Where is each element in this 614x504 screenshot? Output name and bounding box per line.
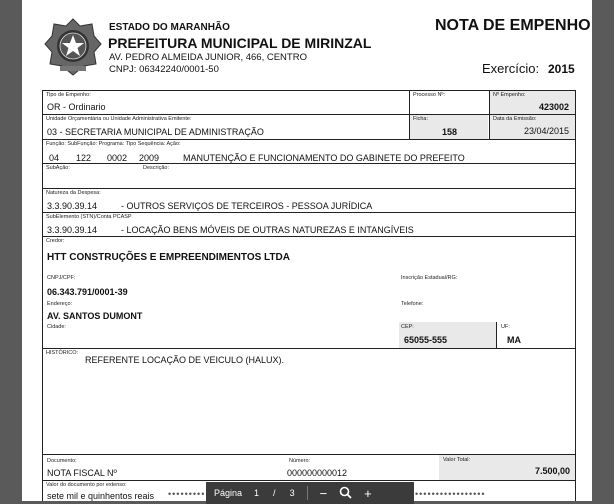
ficha-value: 158 bbox=[442, 127, 458, 137]
funcional-descricao: MANUTENÇÃO E FUNCIONAMENTO DO GABINETE DO PREFEITO bbox=[183, 153, 465, 163]
current-page-input[interactable]: 1 bbox=[254, 488, 260, 498]
documento-label: Documento: bbox=[47, 458, 77, 464]
processo-cell bbox=[409, 91, 488, 115]
natureza-code: 3.3.90.39.14 bbox=[47, 201, 98, 211]
unidade-label: Unidade Orçamentária ou Unidade Administrativa Emitente: bbox=[46, 116, 192, 122]
total-pages: 3 bbox=[289, 488, 295, 498]
subfuncao-value: 122 bbox=[76, 153, 92, 163]
subelemento-label: SubElemento (STN)/Conta PCASP bbox=[46, 214, 132, 220]
exercicio-label: Exercício: bbox=[482, 61, 540, 76]
ficha-cell bbox=[409, 115, 488, 140]
cidade-label: Cidade: bbox=[47, 324, 66, 330]
cep-cell bbox=[399, 322, 496, 349]
endereco-value: AV. SANTOS DUMONT bbox=[47, 311, 143, 321]
credor-value: HTT CONSTRUÇÕES E EMPREENDIMENTOS LTDA bbox=[47, 252, 290, 263]
row-documento bbox=[42, 454, 576, 481]
uf-label: UF: bbox=[501, 324, 510, 330]
extenso-fill-dots-right: ••••••••••••••••• bbox=[415, 489, 486, 499]
page-label: Página bbox=[214, 488, 243, 498]
tipo-empenho-value: OR - Ordinario bbox=[47, 102, 106, 112]
ficha-label: Ficha: bbox=[413, 116, 428, 122]
unidade-value: 03 - SECRETARIA MUNICIPAL DE ADMINISTRAÇÃO bbox=[47, 127, 264, 137]
row-natureza bbox=[42, 188, 576, 213]
cidade-row bbox=[43, 322, 575, 349]
cep-label: CEP: bbox=[401, 324, 414, 330]
inscricao-label: Inscrição Estadual/RG: bbox=[401, 275, 458, 281]
historico-block bbox=[42, 348, 576, 455]
documento-value: NOTA FISCAL Nº bbox=[47, 468, 117, 478]
valor-total-label: Valor Total: bbox=[443, 457, 471, 463]
extenso-fill-dots-left: ••••••••• bbox=[168, 489, 206, 499]
cep-value: 65055-555 bbox=[404, 335, 448, 345]
valor-total-value: 7.500,00 bbox=[534, 466, 570, 476]
cnpj-cpf-value: 06.343.791/0001-39 bbox=[47, 287, 128, 297]
programa-value: 0002 bbox=[107, 153, 128, 163]
row-tipo-empenho bbox=[42, 90, 576, 115]
subelemento-code: 3.3.90.39.14 bbox=[47, 225, 98, 235]
endereco-label: Endereço: bbox=[47, 301, 73, 307]
exercicio-value: 2015 bbox=[548, 62, 575, 76]
historico-label: HISTÓRICO: bbox=[46, 350, 79, 356]
zoom-out-button[interactable]: − bbox=[319, 485, 328, 501]
numero-label: Número: bbox=[289, 458, 311, 464]
municipality-name: PREFEITURA MUNICIPAL DE MIRINZAL bbox=[108, 35, 372, 51]
credor-block bbox=[42, 236, 576, 349]
zoom-icon[interactable] bbox=[339, 486, 352, 501]
municipality-address: AV. PEDRO ALMEIDA JUNIOR, 466, CENTRO bbox=[109, 52, 307, 63]
tipo-empenho-label: Tipo de Empenho: bbox=[46, 92, 91, 98]
acao-value: 2009 bbox=[139, 153, 160, 163]
state-name: ESTADO DO MARANHÃO bbox=[109, 22, 230, 33]
data-emissao-value: 23/04/2015 bbox=[523, 126, 569, 136]
historico-value: REFERENTE LOCAÇÃO DE VEICULO (HALUX). bbox=[85, 355, 285, 365]
telefone-label: Telefone: bbox=[401, 301, 424, 307]
document-title: NOTA DE EMPENHO bbox=[435, 17, 591, 34]
numero-empenho-cell bbox=[489, 91, 575, 115]
subelemento-value: - LOCAÇÃO BENS MÓVEIS DE OUTRAS NATUREZAS E INTANGÍVEIS bbox=[121, 225, 414, 235]
document-page bbox=[22, 0, 592, 501]
funcao-value: 04 bbox=[49, 153, 60, 163]
descricao-label: Descrição: bbox=[143, 165, 169, 171]
cnpj-cpf-label: CNPJ/CPF: bbox=[47, 275, 76, 281]
numero-empenho-label: Nº Empenho: bbox=[493, 92, 526, 98]
row-subelemento bbox=[42, 212, 576, 237]
extenso-label: Valor do documento por extenso: bbox=[46, 482, 127, 488]
row-funcional bbox=[42, 139, 576, 164]
toolbar-divider bbox=[307, 486, 308, 500]
credor-label: Credor: bbox=[46, 238, 65, 244]
numero-empenho-value: 423002 bbox=[538, 102, 569, 112]
funcional-label: Função: SubFunção: Programa: Tipo Sequência: Ação: bbox=[46, 141, 181, 147]
numero-value: 000000000012 bbox=[287, 468, 348, 478]
uf-cell bbox=[496, 322, 575, 349]
row-unidade bbox=[42, 114, 576, 140]
row-subacao bbox=[42, 163, 576, 189]
natureza-label: Natureza da Despesa: bbox=[46, 190, 101, 196]
uf-value: MA bbox=[507, 335, 521, 345]
data-emissao-label: Data da Emissão: bbox=[493, 116, 537, 122]
valor-total-cell bbox=[439, 455, 575, 481]
subacao-label: SubAção: bbox=[46, 165, 70, 171]
data-emissao-cell bbox=[489, 115, 575, 140]
coat-of-arms-icon bbox=[42, 16, 104, 78]
natureza-value: - OUTROS SERVIÇOS DE TERCEIROS - PESSOA JURÍDICA bbox=[121, 201, 373, 211]
municipality-cnpj: CNPJ: 06342240/0001-50 bbox=[109, 64, 219, 75]
page-separator: / bbox=[273, 488, 276, 498]
extenso-value: sete mil e quinhentos reais bbox=[47, 491, 155, 501]
zoom-in-button[interactable]: + bbox=[364, 485, 372, 501]
processo-label: Processo Nº: bbox=[413, 92, 445, 98]
